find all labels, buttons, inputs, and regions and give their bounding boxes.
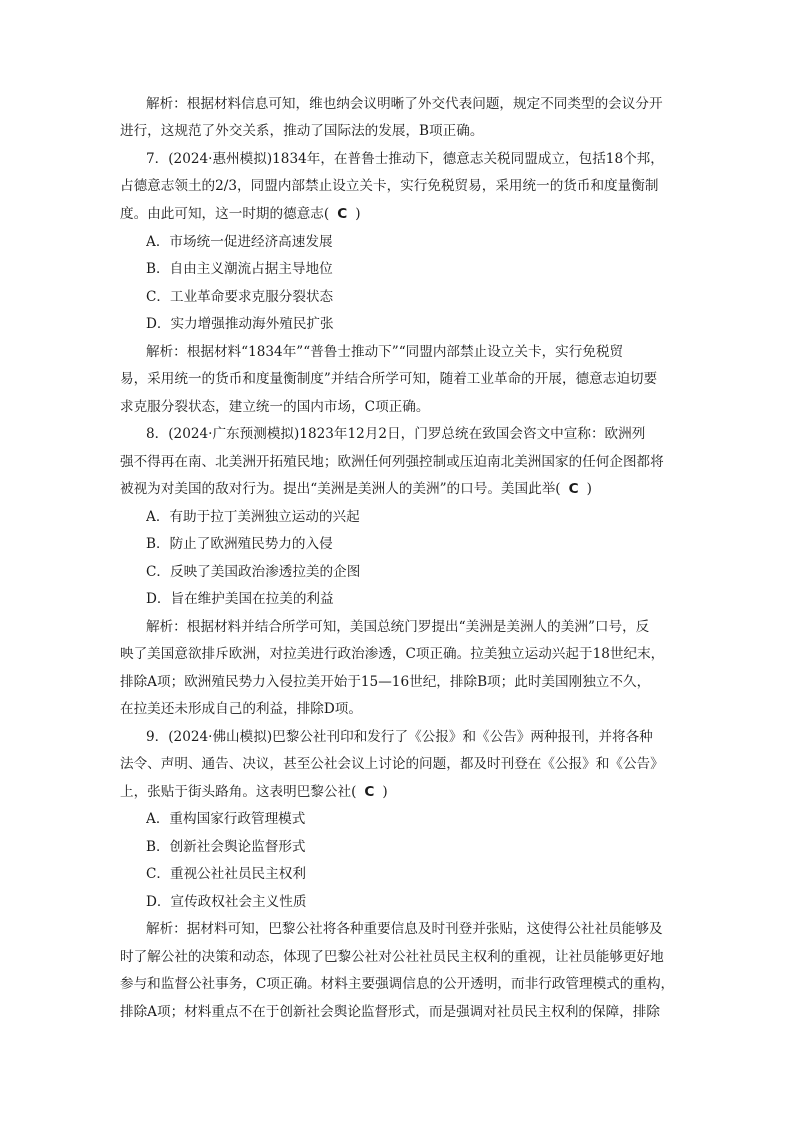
q9-stem-text: 上，张贴于街头路角。这表明巴黎公社( <box>120 784 357 800</box>
q7-analysis-line-3: 求克服分裂状态，建立统一的国内市场，C项正确。 <box>120 399 430 415</box>
q9-analysis-line-3: 参与和监督公社事务，C项正确。材料主要强调信息的公开透明，而非行政管理模式的重构， <box>120 976 675 992</box>
q8-analysis-line-4: 在拉美还未形成自己的利益，排除D项。 <box>120 701 362 717</box>
q6-analysis-line-2: 进行，这规范了外交关系，推动了国际法的发展，B项正确。 <box>120 123 484 139</box>
q8-analysis-line-2: 映了美国意欲排斥欧洲，对拉美进行政治渗透，C项正确。拉美独立运动兴起于18世纪末， <box>120 646 665 662</box>
q8-analysis-line-3: 排除A项；欧洲殖民势力入侵拉美开始于15—16世纪，排除B项；此时美国刚独立不久， <box>120 674 651 690</box>
q9-stem-line-2: 法令、声明、通告、决议，甚至公社会议上讨论的问题，都及时刊登在《公报》和《公告》 <box>120 756 664 772</box>
q8-close-paren: ) <box>586 481 592 497</box>
q7-answer: C <box>337 206 348 222</box>
q9-analysis-line-1: 解析：据材料可知，巴黎公社将各种重要信息及时刊登并张贴，这使得公社社员能够及 <box>146 921 663 937</box>
q9-answer: C <box>364 784 375 800</box>
q7-stem-line-2: 占德意志领土的2/3，同盟内部禁止设立关卡，实行免税贸易，采用统一的货币和度量衡制 <box>120 178 659 194</box>
q9-option-b: B．创新社会舆论监督形式 <box>146 839 306 855</box>
q8-analysis-line-1: 解析：根据材料并结合所学可知，美国总统门罗提出“美洲是美洲人的美洲”口号，反 <box>146 619 650 635</box>
q7-stem-line-1: 7．(2024·惠州模拟)1834年，在普鲁士推动下，德意志关税同盟成立，包括18个邦， <box>146 151 664 167</box>
q9-stem-line-3 <box>120 782 680 802</box>
q7-analysis-line-2: 易，采用统一的货币和度量衡制度”并结合所学可知，随着工业革命的开展，德意志迫切要 <box>120 371 658 387</box>
q8-stem-line-3 <box>120 479 680 499</box>
q8-option-d: D．旨在维护美国在拉美的利益 <box>146 591 334 607</box>
q7-option-b: B．自由主义潮流占据主导地位 <box>146 261 333 277</box>
q7-close-paren: ) <box>355 206 361 222</box>
q8-option-a: A．有助于拉丁美洲独立运动的兴起 <box>146 509 360 525</box>
q9-option-d: D．宣传政权社会主义性质 <box>146 894 307 910</box>
q9-option-a: A．重构国家行政管理模式 <box>146 811 306 827</box>
q7-analysis-line-1: 解析：根据材料“1834年”“普鲁士推动下”“同盟内部禁止设立关卡，实行免税贸 <box>146 344 624 360</box>
q8-option-c: C．反映了美国政治渗透拉美的企图 <box>146 564 361 580</box>
q9-stem-line-1: 9．(2024·佛山模拟)巴黎公社刊印和发行了《公报》和《公告》两种报刊，并将各种 <box>146 729 653 745</box>
q8-answer: C <box>568 481 579 497</box>
q7-option-d: D．实力增强推动海外殖民扩张 <box>146 316 334 332</box>
q7-option-c: C．工业革命要求克服分裂状态 <box>146 289 334 305</box>
q9-option-c: C．重视公社社员民主权利 <box>146 866 306 882</box>
q7-stem-line-3 <box>120 204 680 224</box>
q9-analysis-line-2: 时了解公社的决策和动态，体现了巴黎公社对公社社员民主权利的重视，让社员能够更好地 <box>120 949 664 965</box>
q8-stem-line-1: 8．(2024·广东预测模拟)1823年12月2日，门罗总统在致国会咨文中宣称：欧洲列 <box>146 426 646 442</box>
q9-analysis-line-4: 排除A项；材料重点不在于创新社会舆论监督形式，而是强调对社员民主权利的保障，排除 <box>120 1004 660 1020</box>
q9-close-paren: ) <box>382 784 388 800</box>
q8-stem-line-2: 强不得再在南、北美洲开拓殖民地；欧洲任何列强控制或压迫南北美洲国家的任何企图都将 <box>120 454 664 470</box>
q8-option-b: B．防止了欧洲殖民势力的入侵 <box>146 536 333 552</box>
q8-stem-text: 被视为对美国的敌对行为。提出“美洲是美洲人的美洲”的口号。美国此举( <box>120 481 561 497</box>
q7-option-a: A．市场统一促进经济高速发展 <box>146 234 333 250</box>
q6-analysis-line-1: 解析：根据材料信息可知，维也纳会议明晰了外交代表问题，规定不同类型的会议分开 <box>146 96 663 112</box>
q7-stem-text: 度。由此可知，这一时期的德意志( <box>120 206 330 222</box>
